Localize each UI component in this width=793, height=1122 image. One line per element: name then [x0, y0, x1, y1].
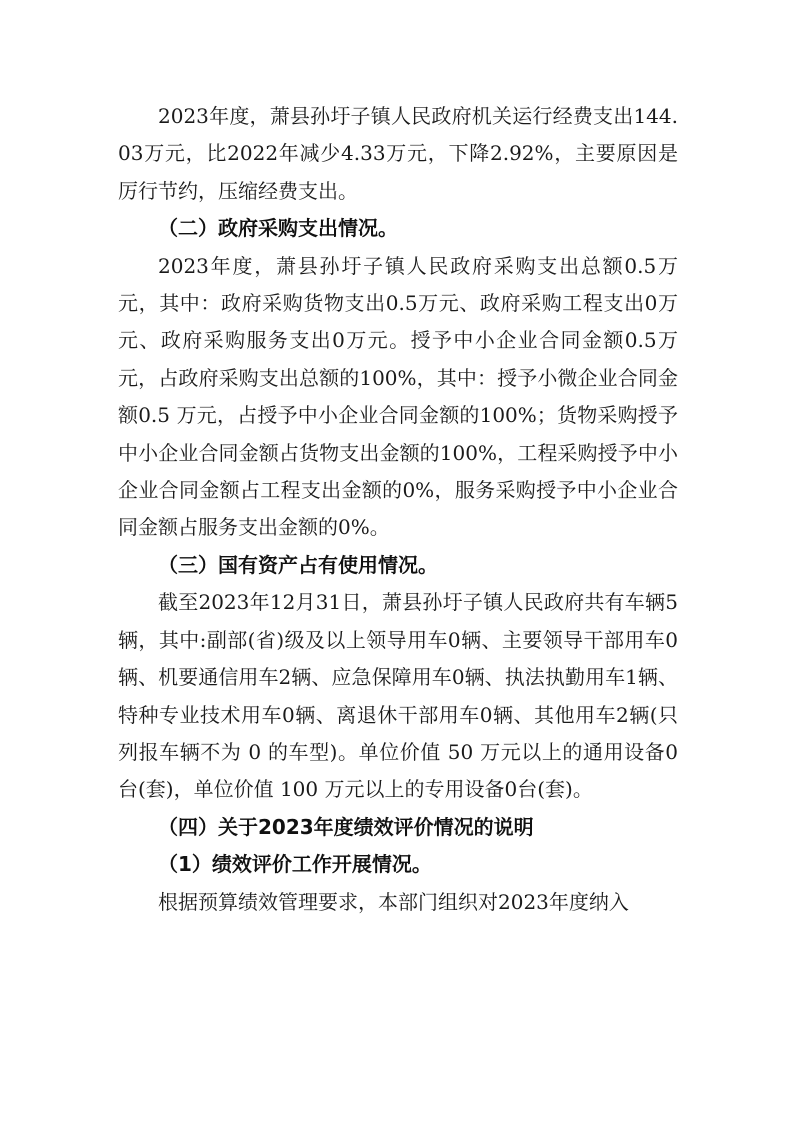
paragraph-evaluation-work: 根据预算绩效管理要求，本部门组织对2023年度纳入	[158, 889, 629, 914]
paragraph-state-assets: 截至2023年12月31日，萧县孙圩子镇人民政府共有车辆5辆，其中:副部(省)级及以上领导用车0辆、主要领导干部用车0辆、机要通信用车2辆、应急保障用车0辆、执法执勤用车1辆、特种专业技术用车0辆、离退休干部用车0辆、其他用车2辆(只列报车辆不为 0 的车型)。单位价值 50 万元以上的通用设备0台(套)，单位价值 100 万元以上的专用设备0台(套)。	[118, 590, 678, 802]
paragraph-government-procurement: 2023年度，萧县孙圩子镇人民政府采购支出总额0.5万元，其中：政府采购货物支出0.5万元、政府采购工程支出0万元、政府采购服务支出0万元。授予中小企业合同金额0.5万元，占政府采购支出总额的100%，其中：授予小微企业合同金额0.5 万元，占授予中小企业合同金额的100%；货物采购授予中小企业合同金额占货物支出金额的100%，工程采购授予中小企业合同金额占工程支出金额的0%，服务采购授予中小企业合同金额占服务支出金额的0%。	[118, 253, 678, 540]
heading-state-assets: （三）国有资产占有使用情况。	[158, 552, 438, 577]
heading-evaluation-work: （1）绩效评价工作开展情况。	[158, 852, 432, 877]
document-body	[118, 98, 678, 921]
heading-performance-evaluation: （四）关于2023年度绩效评价情况的说明	[158, 814, 534, 839]
paragraph-operating-expenses: 2023年度，萧县孙圩子镇人民政府机关运行经费支出144.03万元，比2022年减少4.33万元，下降2.92%，主要原因是厉行节约，压缩经费支出。	[118, 104, 678, 203]
heading-government-procurement: （二）政府采购支出情况。	[158, 216, 398, 241]
